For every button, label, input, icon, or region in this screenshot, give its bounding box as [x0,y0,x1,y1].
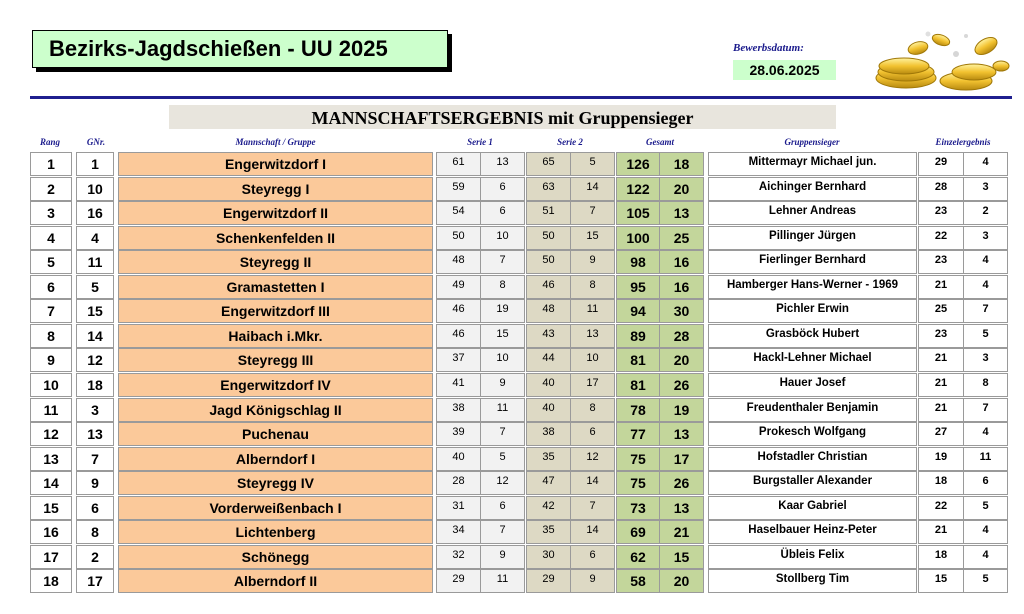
serie2-score-cell: 40 [526,373,571,397]
individual-count-cell: 5 [963,569,1008,593]
individual-count-cell: 3 [963,226,1008,250]
gnr-cell: 6 [76,496,114,520]
rank-cell: 4 [30,226,72,250]
individual-count-cell: 4 [963,520,1008,544]
total-count-cell: 19 [659,398,704,422]
serie2-count-cell: 6 [570,545,615,569]
individual-count-cell: 7 [963,299,1008,323]
individual-score-cell: 23 [918,250,964,274]
serie2-score-cell: 44 [526,348,571,372]
table-row [0,299,1024,323]
table-row [0,496,1024,520]
table-row [0,471,1024,495]
table-row [0,447,1024,471]
individual-count-cell: 5 [963,496,1008,520]
serie1-count-cell: 7 [480,520,525,544]
serie2-score-cell: 63 [526,177,571,201]
team-cell: Jagd Königschlag II [118,398,433,422]
total-count-cell: 20 [659,348,704,372]
gnr-cell: 10 [76,177,114,201]
rank-cell: 10 [30,373,72,397]
serie2-count-cell: 14 [570,520,615,544]
serie2-count-cell: 12 [570,447,615,471]
serie2-count-cell: 5 [570,152,615,176]
col-header-serie2: Serie 2 [557,137,583,147]
rank-cell: 11 [30,398,72,422]
team-cell: Schenkenfelden II [118,226,433,250]
team-cell: Alberndorf II [118,569,433,593]
serie2-score-cell: 48 [526,299,571,323]
gnr-cell: 18 [76,373,114,397]
individual-count-cell: 4 [963,422,1008,446]
individual-score-cell: 21 [918,373,964,397]
table-row [0,398,1024,422]
serie2-count-cell: 10 [570,348,615,372]
rank-cell: 15 [30,496,72,520]
total-count-cell: 20 [659,569,704,593]
table-row [0,348,1024,372]
individual-score-cell: 19 [918,447,964,471]
serie2-count-cell: 13 [570,324,615,348]
serie2-score-cell: 47 [526,471,571,495]
group-winner-cell: Übleis Felix [708,545,917,569]
individual-score-cell: 22 [918,226,964,250]
total-count-cell: 28 [659,324,704,348]
serie1-count-cell: 9 [480,545,525,569]
serie1-score-cell: 48 [436,250,481,274]
group-winner-cell: Mittermayr Michael jun. [708,152,917,176]
serie1-score-cell: 34 [436,520,481,544]
total-score-cell: 95 [616,275,660,299]
table-row [0,373,1024,397]
serie1-score-cell: 39 [436,422,481,446]
serie1-count-cell: 11 [480,569,525,593]
total-count-cell: 21 [659,520,704,544]
rank-cell: 16 [30,520,72,544]
serie2-score-cell: 35 [526,447,571,471]
group-winner-cell: Hofstadler Christian [708,447,917,471]
results-subtitle: MANNSCHAFTSERGEBNIS mit Gruppensieger [169,105,836,129]
page-title-box [32,30,448,68]
gnr-cell: 16 [76,201,114,225]
rank-cell: 7 [30,299,72,323]
serie1-count-cell: 10 [480,348,525,372]
serie1-count-cell: 13 [480,152,525,176]
team-cell: Puchenau [118,422,433,446]
individual-count-cell: 4 [963,152,1008,176]
rank-cell: 6 [30,275,72,299]
table-row [0,422,1024,446]
coins-icon [866,26,1014,96]
rank-cell: 1 [30,152,72,176]
serie1-score-cell: 54 [436,201,481,225]
serie2-count-cell: 6 [570,422,615,446]
serie1-score-cell: 50 [436,226,481,250]
gnr-cell: 3 [76,398,114,422]
serie1-count-cell: 8 [480,275,525,299]
individual-score-cell: 21 [918,398,964,422]
gnr-cell: 2 [76,545,114,569]
serie2-count-cell: 14 [570,177,615,201]
total-score-cell: 126 [616,152,660,176]
total-count-cell: 25 [659,226,704,250]
individual-count-cell: 8 [963,373,1008,397]
group-winner-cell: Fierlinger Bernhard [708,250,917,274]
total-count-cell: 20 [659,177,704,201]
individual-count-cell: 6 [963,471,1008,495]
table-row [0,520,1024,544]
table-row [0,177,1024,201]
col-header-team: Mannschaft / Gruppe [235,137,316,147]
serie1-count-cell: 11 [480,398,525,422]
total-score-cell: 105 [616,201,660,225]
serie2-count-cell: 7 [570,201,615,225]
serie2-score-cell: 46 [526,275,571,299]
individual-count-cell: 2 [963,201,1008,225]
serie2-score-cell: 38 [526,422,571,446]
gnr-cell: 5 [76,275,114,299]
serie1-count-cell: 10 [480,226,525,250]
total-score-cell: 73 [616,496,660,520]
individual-score-cell: 23 [918,201,964,225]
table-row [0,569,1024,593]
col-header-serie1: Serie 1 [467,137,493,147]
rank-cell: 5 [30,250,72,274]
col-header-gnr: GNr. [86,137,106,147]
gnr-cell: 17 [76,569,114,593]
individual-score-cell: 25 [918,299,964,323]
serie2-score-cell: 35 [526,520,571,544]
individual-count-cell: 3 [963,348,1008,372]
col-header-total: Gesamt [646,137,674,147]
individual-score-cell: 27 [918,422,964,446]
serie1-count-cell: 6 [480,177,525,201]
serie2-count-cell: 9 [570,569,615,593]
gnr-cell: 15 [76,299,114,323]
group-winner-cell: Pillinger Jürgen [708,226,917,250]
group-winner-cell: Stollberg Tim [708,569,917,593]
table-row [0,275,1024,299]
gnr-cell: 9 [76,471,114,495]
serie1-score-cell: 31 [436,496,481,520]
serie1-count-cell: 7 [480,250,525,274]
serie1-score-cell: 29 [436,569,481,593]
rank-cell: 17 [30,545,72,569]
serie2-score-cell: 42 [526,496,571,520]
table-row [0,250,1024,274]
group-winner-cell: Lehner Andreas [708,201,917,225]
serie1-count-cell: 6 [480,201,525,225]
team-cell: Steyregg III [118,348,433,372]
table-row [0,201,1024,225]
group-winner-cell: Hamberger Hans-Werner - 1969 [708,275,917,299]
serie1-count-cell: 9 [480,373,525,397]
gnr-cell: 7 [76,447,114,471]
gnr-cell: 14 [76,324,114,348]
group-winner-cell: Freudenthaler Benjamin [708,398,917,422]
total-count-cell: 16 [659,250,704,274]
individual-count-cell: 3 [963,177,1008,201]
gnr-cell: 4 [76,226,114,250]
individual-score-cell: 22 [918,496,964,520]
individual-score-cell: 21 [918,348,964,372]
individual-score-cell: 18 [918,545,964,569]
serie2-score-cell: 30 [526,545,571,569]
team-cell: Alberndorf I [118,447,433,471]
serie2-count-cell: 8 [570,275,615,299]
header-divider [30,96,1012,99]
group-winner-cell: Kaar Gabriel [708,496,917,520]
serie1-score-cell: 46 [436,324,481,348]
serie1-score-cell: 61 [436,152,481,176]
serie1-count-cell: 15 [480,324,525,348]
total-count-cell: 26 [659,373,704,397]
total-score-cell: 78 [616,398,660,422]
total-count-cell: 26 [659,471,704,495]
serie2-count-cell: 8 [570,398,615,422]
total-score-cell: 62 [616,545,660,569]
serie1-count-cell: 19 [480,299,525,323]
date-value: 28.06.2025 [733,60,836,80]
serie1-score-cell: 32 [436,545,481,569]
gnr-cell: 8 [76,520,114,544]
total-count-cell: 16 [659,275,704,299]
serie2-score-cell: 40 [526,398,571,422]
serie2-score-cell: 51 [526,201,571,225]
team-cell: Schönegg [118,545,433,569]
team-cell: Engerwitzdorf I [118,152,433,176]
serie1-score-cell: 41 [436,373,481,397]
total-score-cell: 94 [616,299,660,323]
group-winner-cell: Burgstaller Alexander [708,471,917,495]
team-cell: Steyregg IV [118,471,433,495]
total-count-cell: 13 [659,201,704,225]
serie1-score-cell: 40 [436,447,481,471]
serie2-score-cell: 50 [526,226,571,250]
team-cell: Engerwitzdorf II [118,201,433,225]
rank-cell: 9 [30,348,72,372]
rank-cell: 8 [30,324,72,348]
serie2-score-cell: 43 [526,324,571,348]
total-score-cell: 75 [616,471,660,495]
total-count-cell: 30 [659,299,704,323]
page-title: Bezirks-Jagdschießen - UU 2025 [49,36,388,61]
serie1-count-cell: 5 [480,447,525,471]
total-score-cell: 77 [616,422,660,446]
group-winner-cell: Aichinger Bernhard [708,177,917,201]
total-count-cell: 13 [659,422,704,446]
total-count-cell: 18 [659,152,704,176]
serie1-score-cell: 37 [436,348,481,372]
team-cell: Gramastetten I [118,275,433,299]
serie1-count-cell: 6 [480,496,525,520]
serie1-score-cell: 49 [436,275,481,299]
serie1-score-cell: 28 [436,471,481,495]
group-winner-cell: Grasböck Hubert [708,324,917,348]
individual-count-cell: 7 [963,398,1008,422]
serie2-count-cell: 11 [570,299,615,323]
rank-cell: 2 [30,177,72,201]
table-row [0,226,1024,250]
gnr-cell: 11 [76,250,114,274]
col-header-rank: Rang [39,137,60,147]
rank-cell: 14 [30,471,72,495]
individual-score-cell: 29 [918,152,964,176]
serie2-count-cell: 15 [570,226,615,250]
col-header-individual: Einzelergebnis [935,137,991,147]
serie2-count-cell: 14 [570,471,615,495]
total-score-cell: 89 [616,324,660,348]
individual-score-cell: 21 [918,275,964,299]
serie2-count-cell: 7 [570,496,615,520]
total-score-cell: 58 [616,569,660,593]
gnr-cell: 12 [76,348,114,372]
date-label: Bewerbsdatum: [733,42,804,54]
team-cell: Lichtenberg [118,520,433,544]
total-score-cell: 69 [616,520,660,544]
total-score-cell: 81 [616,373,660,397]
individual-score-cell: 15 [918,569,964,593]
serie2-count-cell: 17 [570,373,615,397]
serie2-count-cell: 9 [570,250,615,274]
total-score-cell: 122 [616,177,660,201]
team-cell: Steyregg I [118,177,433,201]
group-winner-cell: Hauer Josef [708,373,917,397]
serie2-score-cell: 65 [526,152,571,176]
team-cell: Steyregg II [118,250,433,274]
total-count-cell: 13 [659,496,704,520]
table-row [0,545,1024,569]
individual-score-cell: 28 [918,177,964,201]
gnr-cell: 1 [76,152,114,176]
serie1-count-cell: 7 [480,422,525,446]
individual-count-cell: 4 [963,250,1008,274]
rank-cell: 12 [30,422,72,446]
individual-score-cell: 23 [918,324,964,348]
rank-cell: 18 [30,569,72,593]
team-cell: Engerwitzdorf III [118,299,433,323]
group-winner-cell: Pichler Erwin [708,299,917,323]
team-cell: Vorderweißenbach I [118,496,433,520]
individual-count-cell: 4 [963,545,1008,569]
total-count-cell: 15 [659,545,704,569]
total-count-cell: 17 [659,447,704,471]
group-winner-cell: Haselbauer Heinz-Peter [708,520,917,544]
serie2-score-cell: 29 [526,569,571,593]
table-row [0,324,1024,348]
col-header-group-winner: Gruppensieger [784,137,840,147]
individual-score-cell: 18 [918,471,964,495]
gnr-cell: 13 [76,422,114,446]
serie1-count-cell: 12 [480,471,525,495]
serie1-score-cell: 46 [436,299,481,323]
individual-count-cell: 4 [963,275,1008,299]
individual-score-cell: 21 [918,520,964,544]
individual-count-cell: 11 [963,447,1008,471]
team-cell: Engerwitzdorf IV [118,373,433,397]
rank-cell: 3 [30,201,72,225]
total-score-cell: 98 [616,250,660,274]
group-winner-cell: Prokesch Wolfgang [708,422,917,446]
individual-count-cell: 5 [963,324,1008,348]
rank-cell: 13 [30,447,72,471]
total-score-cell: 81 [616,348,660,372]
serie2-score-cell: 50 [526,250,571,274]
serie1-score-cell: 59 [436,177,481,201]
team-cell: Haibach i.Mkr. [118,324,433,348]
total-score-cell: 100 [616,226,660,250]
table-row [0,152,1024,176]
serie1-score-cell: 38 [436,398,481,422]
group-winner-cell: Hackl-Lehner Michael [708,348,917,372]
total-score-cell: 75 [616,447,660,471]
